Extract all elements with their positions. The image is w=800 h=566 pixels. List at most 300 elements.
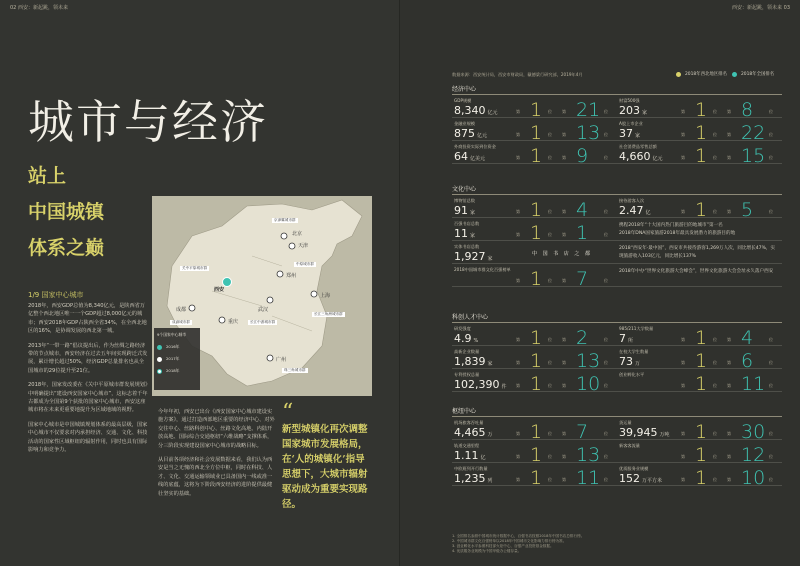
- source-note: 数据来源：西安统计局，西安市财政局，戴德梁行研究部，2019年4月: [452, 72, 583, 77]
- region-tag-guanzhong: 关中平原城市群: [182, 266, 208, 270]
- rank-northwest: 1: [530, 145, 543, 167]
- body-column-1: [28, 302, 148, 461]
- stat-label: 新客客流量: [619, 443, 640, 448]
- rank-prefix: 第: [516, 431, 520, 436]
- stat-value: 91: [454, 204, 468, 217]
- city-wuhan: 武汉: [258, 307, 269, 313]
- stat-cell: [617, 241, 782, 263]
- stat-value: 1,927: [454, 250, 486, 263]
- stat-row: [452, 141, 782, 167]
- stats-section: [452, 406, 782, 489]
- rank-northwest: 1: [695, 467, 708, 489]
- stat-label: 在校大学生数量: [619, 349, 649, 354]
- rank-suffix: 位: [604, 454, 608, 459]
- stat-label: 机场旅客吞吐量: [454, 420, 484, 425]
- stat-cell: [617, 141, 782, 167]
- stat-label: 中欧班列开行数量: [454, 466, 488, 471]
- section-title: 经济中心: [452, 84, 782, 95]
- stat-label: 2018中国城市群文化百强榜单: [454, 267, 511, 272]
- rank-suffix: 位: [548, 383, 552, 388]
- rank-suffix: 位: [713, 155, 717, 160]
- region-tag-chengyu: 成渝城市群: [172, 320, 190, 324]
- stat-label: 百强书店总数: [454, 221, 480, 226]
- paragraph: 2013年“一带一路”倡议提出后，作为丝绸之路经济带的节点城市，西安经济在过去五年间实现跨迁式发展，累计增长超过50%，经济GDP总量排名也从全国城市的29位提升至21位。: [28, 342, 148, 374]
- stat-row: [452, 264, 782, 290]
- rank-national: 13: [576, 444, 601, 466]
- stat-value: 1,235: [454, 472, 486, 485]
- city-shanghai: 上海: [320, 293, 331, 299]
- rank-suffix: 位: [769, 454, 773, 459]
- map-legend-item: 2018年: [157, 368, 197, 374]
- rank-suffix: 位: [604, 383, 608, 388]
- rank-national: 6: [741, 350, 754, 372]
- pull-quote: [282, 400, 374, 512]
- stat-value-wrap: [619, 127, 640, 140]
- city-xian: 西安: [214, 287, 225, 293]
- stat-value-wrap: [619, 104, 647, 117]
- stat-cell: [617, 417, 782, 443]
- rank-northwest: 1: [695, 199, 708, 221]
- stat-cell: [617, 95, 782, 121]
- stat-cell: [452, 195, 617, 221]
- stat-highlight-text: 中 国 书 店 之 都: [532, 251, 592, 257]
- rank-national: 13: [576, 122, 601, 144]
- rank-prefix: 第: [681, 383, 685, 388]
- stat-value-wrap: [454, 273, 456, 286]
- rank-prefix: 第: [727, 454, 731, 459]
- rank-northwest: 1: [530, 327, 543, 349]
- rank-prefix: 第: [516, 132, 520, 137]
- rank-suffix: 位: [548, 360, 552, 365]
- rank-northwest: 1: [530, 268, 543, 290]
- subtitle-line-2: 中国城镇: [28, 201, 105, 223]
- footnote: 1. 全国排名参照中国城市统计数据中心，百强书店按照2018年中国书店总排行榜。: [452, 534, 585, 538]
- rank-suffix: 位: [548, 278, 552, 283]
- rank-prefix: 第: [516, 278, 520, 283]
- stat-value-wrap: [619, 426, 670, 439]
- rank-prefix: 第: [562, 278, 566, 283]
- stat-row: [452, 463, 782, 489]
- rank-northwest: 1: [695, 327, 708, 349]
- rank-suffix: 位: [769, 337, 773, 342]
- stat-value: 1.11: [454, 449, 479, 462]
- rank-prefix: 第: [681, 431, 685, 436]
- rank-national: 10: [576, 373, 601, 395]
- stat-value: 7: [619, 332, 626, 345]
- stat-value-wrap: [454, 355, 493, 368]
- city-tianjin: 天津: [298, 243, 309, 249]
- stats-section: [452, 312, 782, 395]
- stat-value: 2.47: [619, 204, 644, 217]
- rank-prefix: 第: [681, 109, 685, 114]
- stat-row: [452, 323, 782, 349]
- legend-dot-icon: [157, 345, 162, 350]
- stat-label: 专利授权总量: [454, 372, 480, 377]
- stat-cell: [617, 195, 782, 221]
- region-tag-zhusanjiao: 珠三角城市群: [284, 368, 306, 372]
- stat-unit: %: [473, 338, 479, 344]
- footnote: 4. 优质服务业规模为中国甲级办公楼存量。: [452, 549, 522, 553]
- rank-prefix: 第: [516, 454, 520, 459]
- stat-label: 社会消费品零售总额: [619, 144, 657, 149]
- map-legend-item: 2017年: [157, 356, 197, 362]
- rank-prefix: 第: [681, 209, 685, 214]
- rank-suffix: 位: [604, 337, 608, 342]
- rank-suffix: 位: [604, 431, 608, 436]
- footnote: 2. 中国城市群文化百强榜单以2018年中国城市文化影响力排行榜为准。: [452, 539, 567, 543]
- rank-suffix: 位: [604, 132, 608, 137]
- page-title: 城市与经济: [28, 95, 268, 149]
- stat-unit: 所: [628, 338, 634, 344]
- stat-unit: 万: [635, 361, 641, 367]
- stat-value-wrap: [619, 204, 651, 217]
- stat-cell: [452, 118, 617, 144]
- stat-value: 8,340: [454, 104, 486, 117]
- rank-national: 11: [741, 373, 766, 395]
- stat-row: [452, 218, 782, 244]
- rank-suffix: 位: [604, 232, 608, 237]
- rank-suffix: 位: [548, 454, 552, 459]
- rank-prefix: 第: [516, 337, 520, 342]
- stat-description: 携程2018年“十大国内热门旅游目的地城市”第一名 2018年DNA国家旅游2018年最具发展潜力的旅游目的地: [619, 223, 736, 236]
- body-column-2: [158, 408, 276, 504]
- rank-prefix: 第: [562, 360, 566, 365]
- rank-prefix: 第: [727, 360, 731, 365]
- rank-national: 22: [741, 122, 766, 144]
- rank-northwest: 1: [530, 199, 543, 221]
- stat-cell: [452, 463, 617, 489]
- rank-prefix: 第: [516, 360, 520, 365]
- rank-prefix: 第: [516, 477, 520, 482]
- rank-prefix: 第: [681, 337, 685, 342]
- stat-description: 2018年中办“世界文化旅游大会峰会”，世界文化旅游大会会址永久落户西安: [619, 269, 774, 274]
- stat-cell: [452, 264, 617, 290]
- rank-suffix: 位: [548, 209, 552, 214]
- stat-cell: [617, 369, 782, 395]
- rank-national: 10: [741, 467, 766, 489]
- map-legend-title: 9个国家中心城市: [157, 332, 186, 337]
- rank-suffix: 位: [713, 360, 717, 365]
- stat-label: 优质服务业规模: [619, 466, 649, 471]
- stat-value: 152: [619, 472, 640, 485]
- stat-value: 64: [454, 150, 468, 163]
- legend-northwest: 2018年西北地区排名: [676, 71, 727, 77]
- stat-value: 11: [454, 227, 468, 240]
- rank-suffix: 位: [713, 337, 717, 342]
- rank-suffix: 位: [769, 360, 773, 365]
- stat-value-wrap: [454, 449, 486, 462]
- rank-suffix: 位: [713, 454, 717, 459]
- stat-label: 货运量: [619, 420, 632, 425]
- stat-cell: [617, 218, 782, 240]
- rank-national: 5: [741, 199, 754, 221]
- stat-value-wrap: [619, 378, 621, 391]
- stat-label: 接待游客人次: [619, 198, 645, 203]
- stat-row: [452, 417, 782, 443]
- rank-prefix: 第: [562, 132, 566, 137]
- page-header-right: 西安：新起跳，领未来 03: [732, 5, 790, 11]
- stat-value-wrap: [619, 449, 621, 462]
- stat-cell: [452, 346, 617, 372]
- rank-suffix: 位: [604, 360, 608, 365]
- stat-unit: 家: [635, 133, 641, 139]
- rank-prefix: 第: [727, 155, 731, 160]
- rank-national: 4: [741, 327, 754, 349]
- stat-unit: 万吨: [659, 432, 670, 438]
- rank-suffix: 位: [769, 431, 773, 436]
- stat-value: 4.9: [454, 332, 472, 345]
- stat-value: 73: [619, 355, 633, 368]
- rank-prefix: 第: [681, 132, 685, 137]
- rank-suffix: 位: [769, 155, 773, 160]
- footnote: 3. 创业孵化水平参照科技部火炬中心，百强产业投资基金数据。: [452, 544, 554, 548]
- rank-northwest: 1: [530, 99, 543, 121]
- rank-suffix: 位: [713, 132, 717, 137]
- rank-northwest: 1: [695, 444, 708, 466]
- rank-prefix: 第: [681, 360, 685, 365]
- rank-national: 7: [576, 268, 589, 290]
- stat-value-wrap: [454, 472, 493, 485]
- rank-suffix: 位: [769, 109, 773, 114]
- stat-value-wrap: [454, 378, 507, 391]
- rank-suffix: 位: [604, 209, 608, 214]
- stat-unit: 亿: [480, 455, 486, 461]
- paragraph: 从目前各项经济和社会发展数据来看，我们认为西安是当之无愧的西北全方位中枢，同时在科技、人才、文化、交通运输领域业已具备国内一线或准一线的底蕴，这将为下阶段西安经济的进阶提供最健壮坚实的基础。: [158, 457, 273, 497]
- rank-suffix: 位: [713, 477, 717, 482]
- rank-northwest: 1: [530, 444, 543, 466]
- stat-row: [452, 195, 782, 221]
- rank-prefix: 第: [516, 383, 520, 388]
- rank-national: 4: [576, 199, 589, 221]
- stat-cell: [617, 118, 782, 144]
- rank-national: 13: [576, 350, 601, 372]
- stat-value: 203: [619, 104, 640, 117]
- rank-northwest: 1: [530, 467, 543, 489]
- stat-row: [452, 440, 782, 466]
- stat-value: 37: [619, 127, 633, 140]
- rank-prefix: 第: [681, 454, 685, 459]
- rank-prefix: 第: [562, 431, 566, 436]
- rank-northwest: 1: [695, 421, 708, 443]
- stat-cell: [452, 95, 617, 121]
- stat-value-wrap: [619, 355, 640, 368]
- stat-value-wrap: [454, 227, 475, 240]
- stat-cell: [452, 218, 617, 244]
- rank-prefix: 第: [562, 477, 566, 482]
- rank-suffix: 位: [769, 209, 773, 214]
- stat-cell: [452, 241, 617, 263]
- rank-national: 15: [741, 145, 766, 167]
- city-chongqing: 重庆: [228, 319, 239, 325]
- stat-unit: 列: [487, 478, 493, 484]
- stat-label: 轨道交通里程: [454, 443, 480, 448]
- rank-national: 30: [741, 421, 766, 443]
- rank-northwest: 1: [695, 373, 708, 395]
- rank-suffix: 位: [769, 383, 773, 388]
- rank-northwest: 1: [530, 421, 543, 443]
- rank-prefix: 第: [562, 337, 566, 342]
- rank-prefix: 第: [562, 155, 566, 160]
- legend-dot-icon: [157, 357, 162, 362]
- stat-value-wrap: [619, 332, 633, 345]
- stat-value-wrap: [454, 104, 498, 117]
- stat-unit: 万: [487, 432, 493, 438]
- stat-cell: [617, 440, 782, 466]
- stat-unit: 万平方米: [642, 478, 663, 484]
- section-heading: 1/9 国家中心城市: [28, 291, 84, 299]
- stat-value: 1,839: [454, 355, 486, 368]
- stat-cell: [452, 369, 617, 395]
- stat-label: 外商投资实际到位资金: [454, 144, 496, 149]
- section-title: 枢纽中心: [452, 406, 782, 417]
- stat-value-wrap: [619, 472, 662, 485]
- stat-label: GDP规模: [454, 98, 472, 103]
- rank-prefix: 第: [727, 431, 731, 436]
- section-title: 文化中心: [452, 184, 782, 195]
- region-tag-zhongyuan: 中原城市群: [296, 262, 314, 266]
- subtitle-line-1: 站上: [28, 165, 67, 187]
- rank-national: 2: [576, 327, 589, 349]
- rank-suffix: 位: [548, 232, 552, 237]
- rank-national: 21: [576, 99, 601, 121]
- rank-prefix: 第: [681, 477, 685, 482]
- rank-northwest: 1: [695, 99, 708, 121]
- map-legend-item: 2016年: [157, 344, 197, 350]
- stat-unit: 家: [470, 210, 476, 216]
- stat-unit: 家: [470, 233, 476, 239]
- rank-prefix: 第: [562, 232, 566, 237]
- rank-national: 9: [576, 145, 589, 167]
- stat-cell: [617, 264, 782, 286]
- stat-value: 39,945: [619, 426, 658, 439]
- stat-value: 4,465: [454, 426, 486, 439]
- rank-suffix: 位: [548, 132, 552, 137]
- stat-label: 财富500强: [619, 98, 640, 103]
- rank-prefix: 第: [562, 383, 566, 388]
- rank-northwest: 1: [530, 373, 543, 395]
- rank-suffix: 位: [604, 109, 608, 114]
- stats-section: [452, 84, 782, 167]
- rank-suffix: 位: [604, 477, 608, 482]
- rank-prefix: 第: [727, 109, 731, 114]
- rank-national: 7: [576, 421, 589, 443]
- rank-suffix: 位: [604, 278, 608, 283]
- stat-value-wrap: [454, 426, 493, 439]
- stat-label: 高新企业数量: [454, 349, 480, 354]
- rank-prefix: 第: [727, 477, 731, 482]
- region-tag-yangtze-delta: 长江三角洲城市群: [314, 312, 343, 316]
- stat-row: [452, 369, 782, 395]
- stat-value: 875: [454, 127, 475, 140]
- rank-prefix: 第: [562, 454, 566, 459]
- stat-unit: 亿: [645, 210, 651, 216]
- footnotes: [452, 534, 782, 554]
- rank-prefix: 第: [562, 209, 566, 214]
- rank-northwest: 1: [530, 122, 543, 144]
- stat-unit: 亿元: [652, 156, 663, 162]
- stat-cell: [617, 346, 782, 372]
- stat-cell: [452, 440, 617, 466]
- china-map: [152, 196, 372, 396]
- stat-label: 实体书店总数: [454, 244, 480, 249]
- rank-prefix: 第: [562, 109, 566, 114]
- stat-unit: 亿元: [477, 133, 488, 139]
- map-legend: [157, 332, 197, 374]
- rank-national: 12: [741, 444, 766, 466]
- rank-prefix: 第: [727, 383, 731, 388]
- stat-label: 金融业规模: [454, 121, 475, 126]
- page-header-left: 02 西安：新起跳，领未来: [10, 5, 68, 11]
- stat-label: 博物馆总数: [454, 198, 475, 203]
- rank-prefix: 第: [727, 337, 731, 342]
- stat-cell: [452, 323, 617, 349]
- subtitle-block: [28, 158, 104, 266]
- rank-suffix: 位: [548, 477, 552, 482]
- rank-suffix: 位: [713, 209, 717, 214]
- rank-national: 11: [576, 467, 601, 489]
- rank-suffix: 位: [769, 477, 773, 482]
- stat-value: 102,390: [454, 378, 500, 391]
- stat-unit: 亿元: [487, 110, 498, 116]
- paragraph: 今年年初，西安已出台《西安国家中心城市建设实施方案》，通过打造西部地区重要的经济中心、对外交往中心、丝路科创中心、丝路文化高地、内陆开放高地、国际综合交通枢纽“六维战略”支撑体系，分三阶段实现建设国家中心城市的战略目标。: [158, 409, 275, 449]
- stat-value-wrap: [454, 332, 478, 345]
- stat-unit: 亿美元: [470, 156, 486, 162]
- stat-unit: 家: [487, 256, 493, 262]
- rank-prefix: 第: [516, 209, 520, 214]
- paragraph: 2018年，国家发改委在《关中平原城市群发展规划》中明确提出“建设西安国家中心城市”，这标志着千年古都成为全国第9个获批的国家中心城市，西安这座城市将在未来更重要地提升为区域地域的视野。: [28, 382, 148, 414]
- stat-unit: 家: [487, 361, 493, 367]
- rank-prefix: 第: [681, 155, 685, 160]
- stat-value-wrap: [619, 150, 663, 163]
- legend-national: 2018年全国排名: [732, 71, 774, 77]
- city-chengdu: 成都: [176, 307, 187, 313]
- rank-national: 1: [576, 222, 589, 244]
- rank-suffix: 位: [713, 383, 717, 388]
- rank-northwest: 1: [695, 350, 708, 372]
- section-title: 科创人才中心: [452, 312, 782, 323]
- stats-section: [452, 184, 782, 290]
- rank-northwest: 1: [530, 222, 543, 244]
- rank-northwest: 1: [695, 122, 708, 144]
- stat-value: 4,660: [619, 150, 651, 163]
- rank-prefix: 第: [516, 155, 520, 160]
- region-tag-jingjinji: 京津冀城市群: [274, 218, 296, 222]
- stat-cell: [617, 323, 782, 349]
- rank-suffix: 位: [713, 431, 717, 436]
- paragraph: 国家中心城市是中国城镇规划体系的最高层级，国家中心城市不仅要求对内承担经济、交通、文化、科技活动的国家性区域枢纽的辐射作用，同时也具有国际影响力和竞争力。: [28, 421, 148, 454]
- rank-suffix: 位: [548, 109, 552, 114]
- stat-row: [452, 346, 782, 372]
- stat-label: 研发强度: [454, 326, 471, 331]
- rank-prefix: 第: [516, 232, 520, 237]
- stat-description: 2018“西安年·最中国”，西安市共接待游客1,269万人次，同比增长47%，实现旅游收入103亿元，同比增长137%: [619, 246, 776, 259]
- rank-national: 8: [741, 99, 754, 121]
- stat-unit: 件: [501, 384, 507, 390]
- stat-row: [452, 118, 782, 144]
- legend-dot-icon: [676, 72, 681, 77]
- stat-row: [452, 95, 782, 121]
- stat-value-wrap: [454, 127, 487, 140]
- rank-northwest: 1: [695, 145, 708, 167]
- rank-prefix: 第: [516, 109, 520, 114]
- legend-dot-icon: [157, 369, 162, 374]
- stat-value-wrap: [454, 150, 485, 163]
- stat-cell: [452, 141, 617, 167]
- paragraph: 2018年，西安GDP总值为8,340亿元，是陕西省万亿整个西北地区唯一一个GDP超过8,000亿元的城市；西安2018年GDP占陕西全省34%，在全西北地区的16%，是协调发展的西北第一城。: [28, 303, 147, 335]
- stat-cell: [617, 463, 782, 489]
- rank-prefix: 第: [727, 209, 731, 214]
- stat-unit: 家: [642, 110, 648, 116]
